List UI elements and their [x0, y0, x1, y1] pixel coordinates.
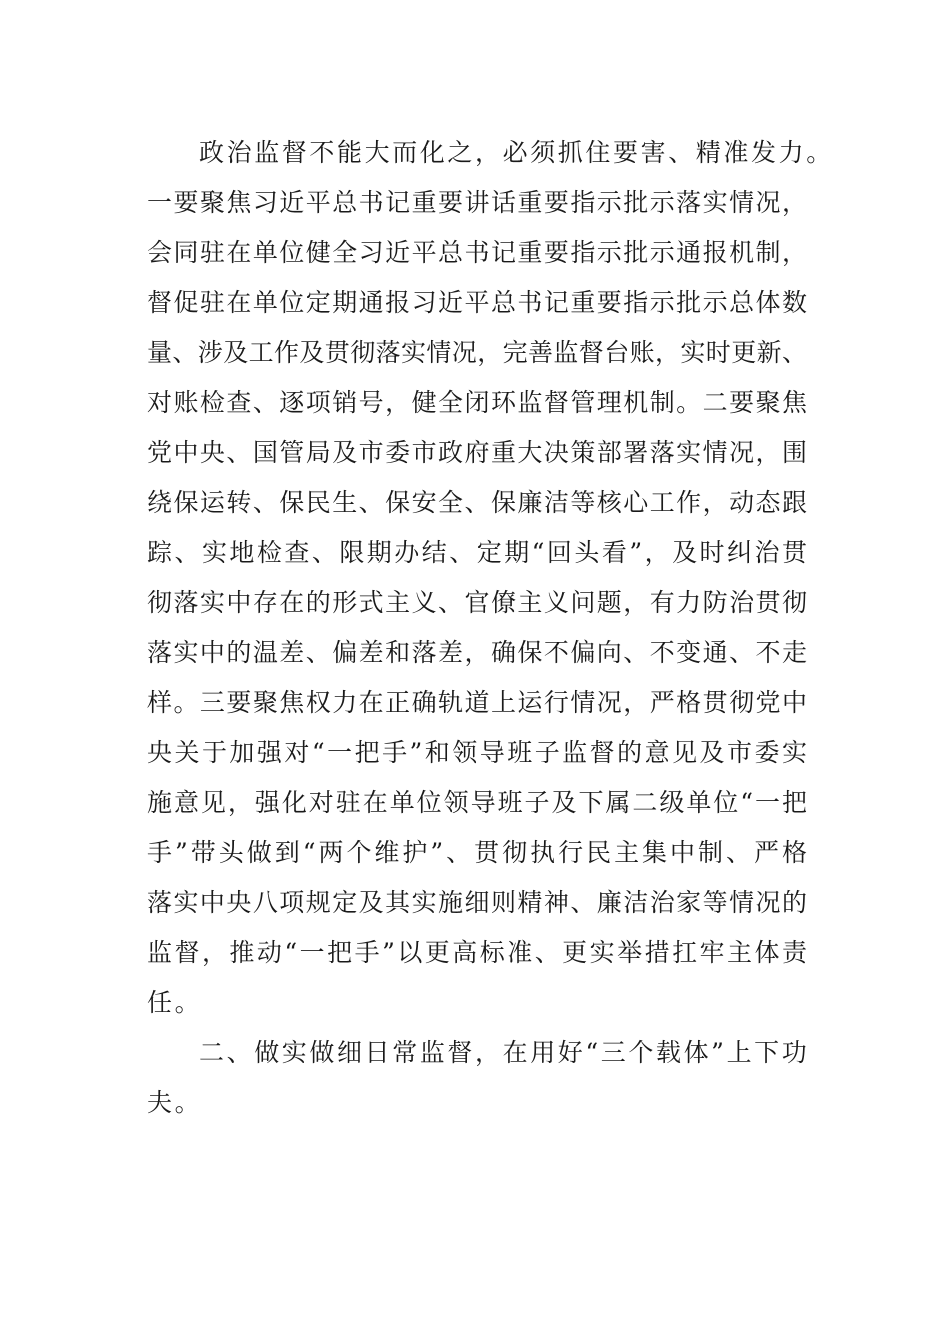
- paragraph-line: 会同驻在单位健全习近平总书记重要指示批示通报机制，: [147, 238, 807, 267]
- body-text: [147, 128, 834, 1128]
- paragraph-line: 手”带头做到“两个维护”、贯彻执行民主集中制、严格: [147, 838, 807, 867]
- paragraph-line: 落实中的温差、偏差和落差，确保不偏向、不变通、不走: [147, 638, 807, 667]
- paragraph-line: 施意见，强化对驻在单位领导班子及下属二级单位“一把: [147, 788, 807, 817]
- paragraph-line: 一要聚焦习近平总书记重要讲话重要指示批示落实情况，: [147, 188, 807, 217]
- paragraph-line: 绕保运转、保民生、保安全、保廉洁等核心工作，动态跟: [147, 488, 807, 517]
- paragraph-line: 督促驻在单位定期通报习近平总书记重要指示批示总体数: [147, 288, 807, 317]
- paragraph-line: 彻落实中存在的形式主义、官僚主义问题，有力防治贯彻: [147, 588, 807, 617]
- section-heading-line: 二、做实做细日常监督，在用好“三个载体”上下功: [199, 1038, 810, 1067]
- paragraph-line: 央关于加强对“一把手”和领导班子监督的意见及市委实: [147, 738, 807, 767]
- paragraph-line: 对账检查、逐项销号，健全闭环监督管理机制。二要聚焦: [147, 388, 807, 417]
- paragraph-line: 任。: [147, 988, 203, 1017]
- section-heading-line: 夫。: [147, 1088, 203, 1117]
- paragraph-line: 量、涉及工作及贯彻落实情况，完善监督台账，实时更新、: [147, 338, 807, 367]
- paragraph-line: 踪、实地检查、限期办结、定期“回头看”，及时纠治贯: [147, 538, 807, 567]
- paragraph-line: 政治监督不能大而化之，必须抓住要害、精准发力。: [199, 138, 834, 167]
- paragraph-line: 样。三要聚焦权力在正确轨道上运行情况，严格贯彻党中: [147, 688, 807, 717]
- paragraph-line: 监督，推动“一把手”以更高标准、更实举措扛牢主体责: [147, 938, 807, 967]
- paragraph-line: 党中央、国管局及市委市政府重大决策部署落实情况，围: [147, 438, 807, 467]
- paragraph-line: 落实中央八项规定及其实施细则精神、廉洁治家等情况的: [147, 888, 807, 917]
